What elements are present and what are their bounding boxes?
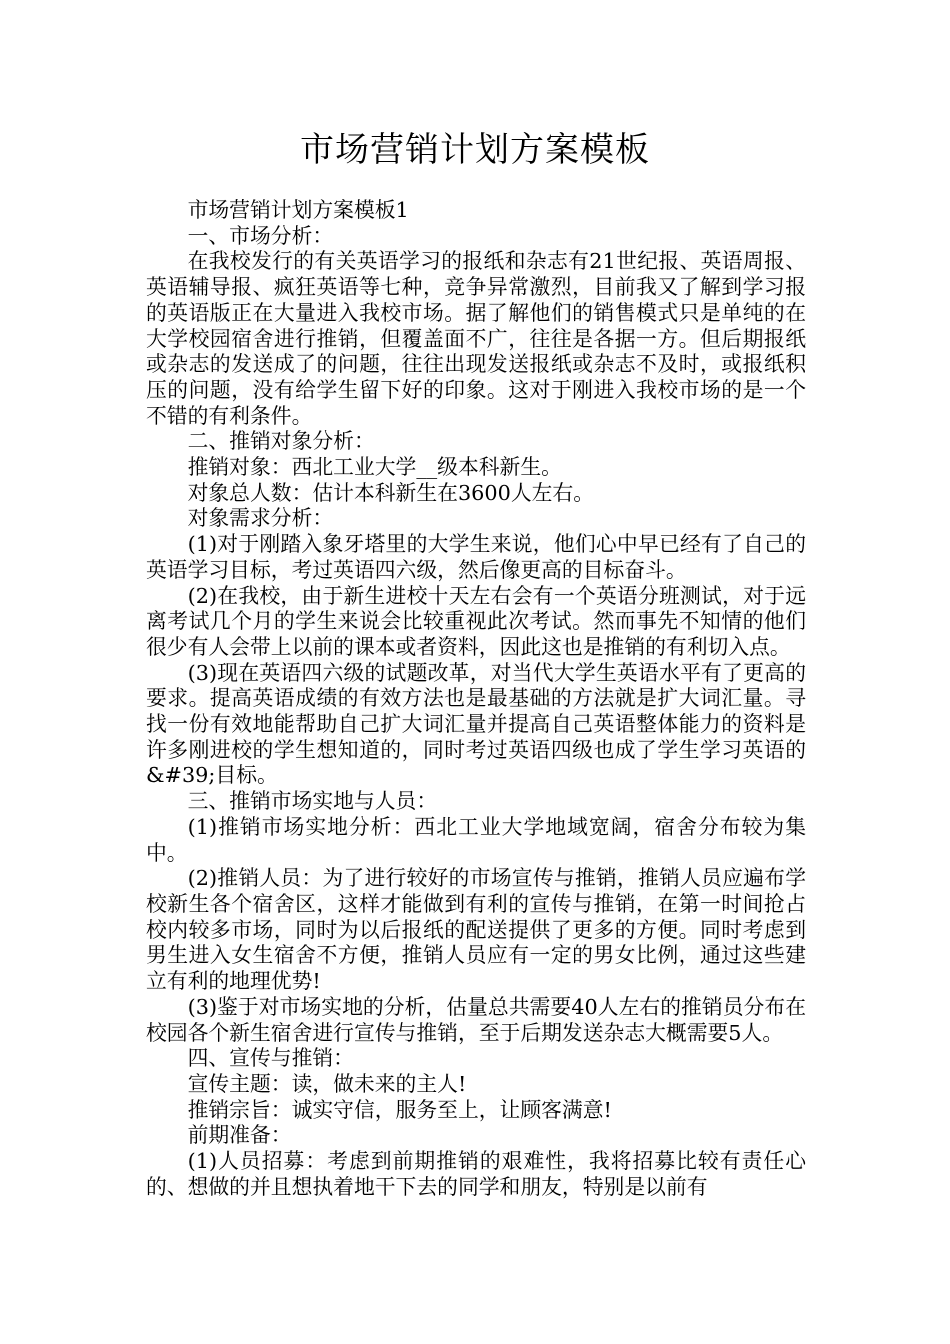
paragraph: 在我校发行的有关英语学习的报纸和杂志有21世纪报、英语周报、英语辅导报、疯狂英语等七种，竞争异常激烈，目前我又了解到学习报的英语版正在大量进入我校市场。据了解他们的销售模式只是单纯的在大学校园宿舍进行推销，但覆盖面不广，往往是各据一方。但后期报纸或杂志的发送成了的问题，往往出现发送报纸或杂志不及时，或报纸积压的问题，没有给学生留下好的印象。这对于刚进入我校市场的是一个不错的有利条件。 — [146, 249, 806, 428]
section-heading: 二、推销对象分析： — [187, 429, 375, 454]
section-heading: 一、市场分析： — [187, 223, 334, 248]
paragraph: (2)在我校，由于新生进校十天左右会有一个英语分班测试，对于远离考试几个月的学生来说会比较重视此次考试。然而事先不知情的他们很少有人会带上以前的课本或者资料，因此这也是推销的有利切入点。 — [146, 583, 806, 659]
paragraph: (1)对于刚踏入象牙塔里的大学生来说，他们心中早已经有了自己的英语学习目标，考过英语四六级，然后像更高的目标奋斗。 — [146, 532, 806, 582]
paragraph: 推销对象：西北工业大学__级本科新生。 — [187, 455, 562, 480]
paragraph: 推销宗旨：诚实守信，服务至上，让顾客满意! — [187, 1097, 612, 1122]
paragraph: 市场营销计划方案模板1 — [187, 198, 409, 222]
paragraph: 前期准备： — [187, 1123, 292, 1148]
paragraph: (1)推销市场实地分析：西北工业大学地域宽阔，宿舍分布较为集中。 — [146, 814, 806, 865]
paragraph: (1)人员招募：考虑到前期推销的艰难性，我将招募比较有责任心的、想做的并且想执着地干下去的同学和朋友，特别是以前有 — [146, 1149, 806, 1199]
section-heading: 四、宣传与推销： — [187, 1046, 354, 1071]
paragraph: (3)鉴于对市场实地的分析，估量总共需要40人左右的推销员分布在校园各个新生宿舍进行宣传与推销，至于后期发送杂志大概需要5人。 — [146, 994, 806, 1045]
page-title: 市场营销计划方案模板 — [300, 130, 650, 170]
paragraph: (3)现在英语四六级的试题改革，对当代大学生英语水平有了更高的要求。提高英语成绩的有效方法也是最基础的方法就是扩大词汇量。寻找一份有效地能帮助自己扩大词汇量并提高自己英语整体能力的资料是许多刚进校的学生想知道的，同时考过英语四级也成了学生学习英语的&#39;目标。 — [146, 660, 806, 788]
section-heading: 三、推销市场实地与人员： — [187, 789, 438, 814]
paragraph: 对象需求分析： — [187, 506, 334, 531]
document-body — [146, 198, 806, 1200]
paragraph: (2)推销人员：为了进行较好的市场宣传与推销，推销人员应遍布学校新生各个宿舍区，这样才能做到有利的宣传与推销，在第一时间抢占校内较多市场，同时为以后报纸的配送提供了更多的方便。同时考虑到男生进入女生宿舍不方便，推销人员应有一定的男女比例，通过这些建立有利的地理优势! — [146, 866, 806, 994]
paragraph: 宣传主题：读，做未来的主人! — [187, 1071, 467, 1096]
paragraph: 对象总人数：估计本科新生在3600人左右。 — [187, 480, 595, 505]
